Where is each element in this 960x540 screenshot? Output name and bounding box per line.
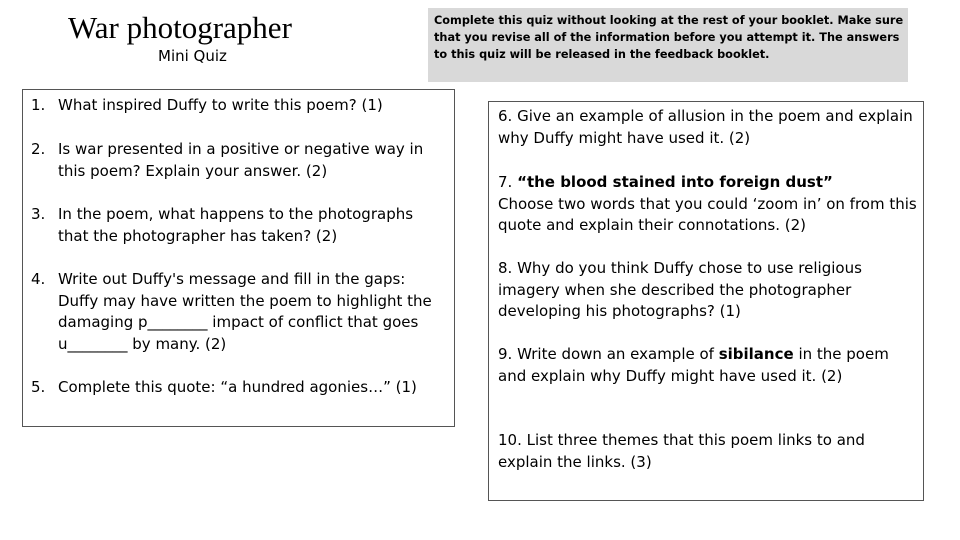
question-term: sibilance (718, 345, 794, 363)
question-5 (31, 377, 441, 399)
question-text: Is war presented in a positive or negative way in this poem? Explain your answer. (2) (58, 140, 424, 180)
question-text: What inspired Duffy to write this poem? (1) (58, 96, 383, 114)
question-number: 7. (498, 173, 518, 191)
question-text: Write out Duffy's message and fill in the gaps: Duffy may have written the poem to highlight the damaging p________ impact of conflict that goes u________ by many. (2) (58, 270, 432, 353)
question-9 (498, 344, 920, 387)
question-4 (31, 269, 441, 355)
question-number: 2. (31, 140, 46, 158)
question-2 (31, 139, 441, 182)
question-text-before: 9. Write down an example of (498, 345, 719, 363)
questions-box-left (22, 89, 455, 427)
question-3 (31, 204, 441, 247)
question-number: 3. (31, 205, 46, 223)
question-6: 6. Give an example of allusion in the poem and explain why Duffy might have used it. (2) (498, 107, 913, 147)
page-title: War photographer (68, 10, 292, 45)
question-7 (498, 172, 920, 237)
question-text: Choose two words that you could ‘zoom in’ on from this quote and explain their connotations. (2) (498, 194, 917, 234)
question-number: 5. (31, 378, 46, 396)
question-quote: “the blood stained into foreign dust” (517, 173, 833, 191)
questions-box-right (488, 101, 924, 501)
question-number: 4. (31, 270, 46, 288)
question-text: Complete this quote: “a hundred agonies…” (1) (58, 378, 417, 396)
question-10: 10. List three themes that this poem links to and explain the links. (3) (498, 431, 865, 471)
question-8: 8. Why do you think Duffy chose to use religious imagery when she described the photographer developing his photographs? (1) (498, 259, 862, 320)
question-text: In the poem, what happens to the photographs that the photographer has taken? (2) (58, 205, 414, 245)
question-1 (31, 95, 441, 117)
question-text-after: in the poem and explain why Duffy might have used it. (2) (498, 345, 889, 385)
page-subtitle: Mini Quiz (158, 47, 227, 65)
question-number: 1. (31, 96, 46, 114)
instructions-box: Complete this quiz without looking at the rest of your booklet. Make sure that you revise all of the information before you attempt it. The answers to this quiz will be released in the feedback booklet. (428, 8, 908, 82)
